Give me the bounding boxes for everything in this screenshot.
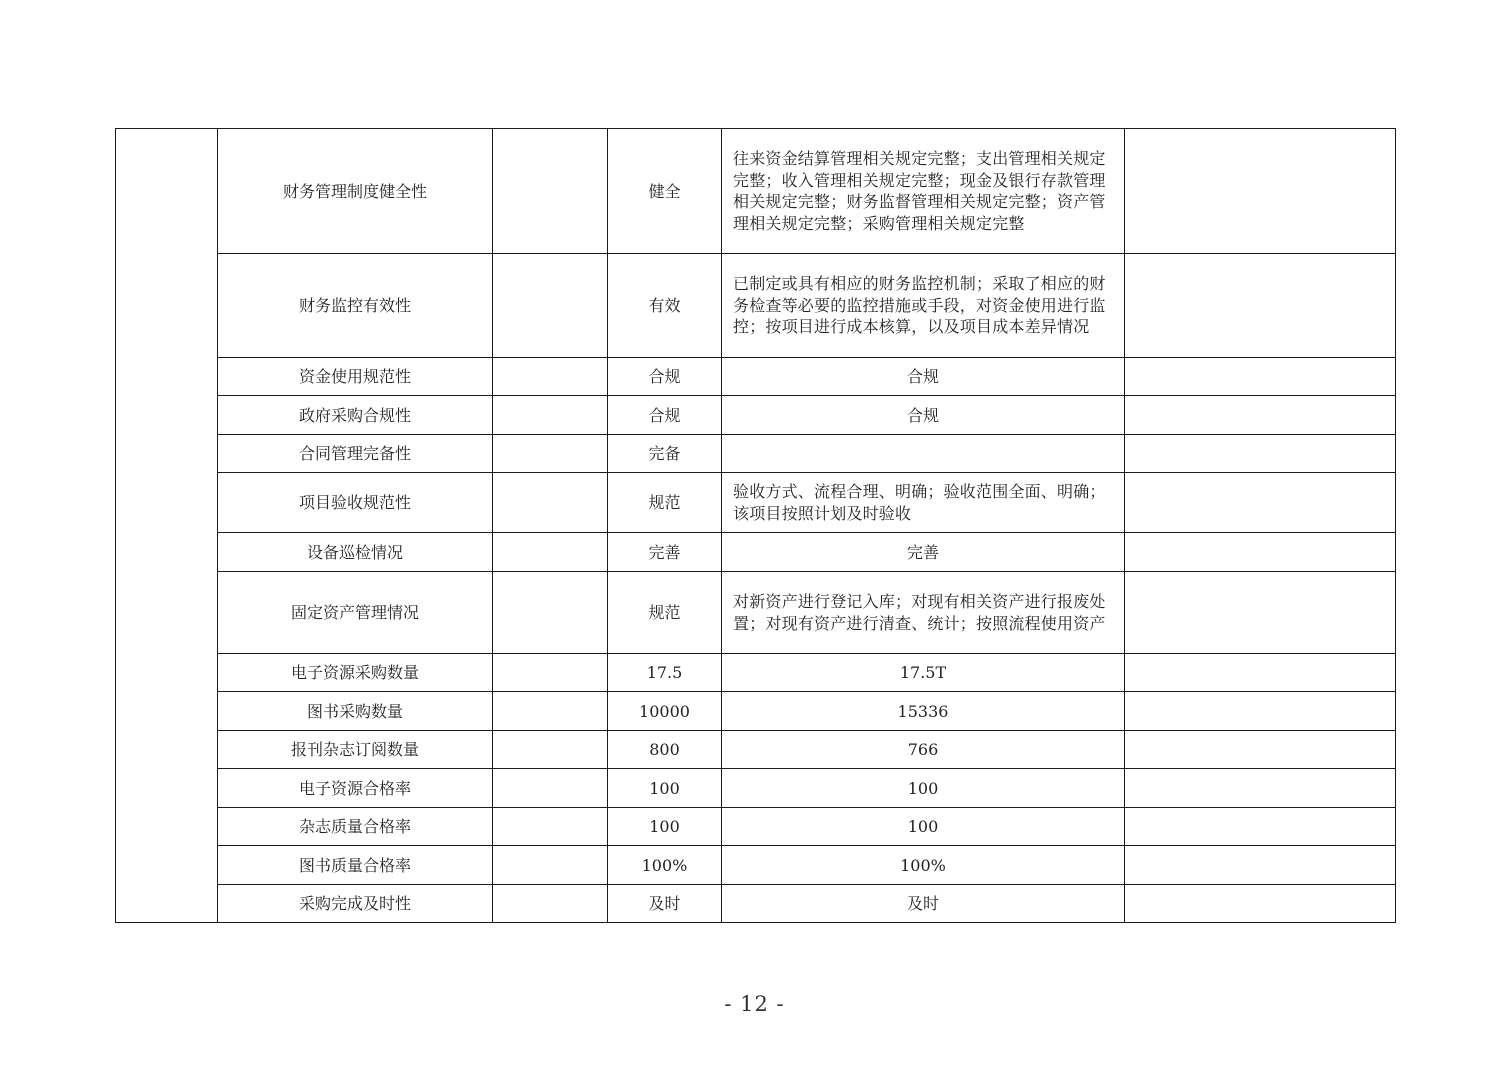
target-cell	[493, 692, 608, 731]
index-value-cell: 100%	[608, 846, 722, 885]
category-cell	[116, 129, 218, 923]
actual-value-cell: 完善	[722, 533, 1125, 572]
table-row	[116, 533, 1396, 572]
target-cell	[493, 533, 608, 572]
index-value-cell: 合规	[608, 358, 722, 396]
target-cell	[493, 396, 608, 435]
indicator-cell: 电子资源合格率	[218, 769, 493, 808]
index-value-cell: 100	[608, 769, 722, 808]
actual-value-cell: 合规	[722, 358, 1125, 396]
index-value-cell: 17.5	[608, 654, 722, 692]
index-value-cell: 10000	[608, 692, 722, 731]
indicator-cell: 项目验收规范性	[218, 473, 493, 533]
indicator-cell: 杂志质量合格率	[218, 808, 493, 846]
note-cell	[1125, 692, 1396, 731]
note-cell	[1125, 533, 1396, 572]
index-value-cell: 合规	[608, 396, 722, 435]
table-row	[116, 808, 1396, 846]
table-row	[116, 358, 1396, 396]
actual-value-cell: 已制定或具有相应的财务监控机制；采取了相应的财务检查等必要的监控措施或手段，对资金使用进行监控；按项目进行成本核算，以及项目成本差异情况	[722, 254, 1125, 358]
table-row	[116, 731, 1396, 769]
indicator-cell: 资金使用规范性	[218, 358, 493, 396]
target-cell	[493, 654, 608, 692]
index-value-cell: 100	[608, 808, 722, 846]
indicator-cell: 采购完成及时性	[218, 885, 493, 923]
index-value-cell: 及时	[608, 885, 722, 923]
indicator-cell: 设备巡检情况	[218, 533, 493, 572]
target-cell	[493, 435, 608, 473]
performance-table	[115, 128, 1396, 923]
actual-value-cell: 17.5T	[722, 654, 1125, 692]
note-cell	[1125, 654, 1396, 692]
indicator-cell: 报刊杂志订阅数量	[218, 731, 493, 769]
indicator-cell: 合同管理完备性	[218, 435, 493, 473]
target-cell	[493, 473, 608, 533]
indicator-cell: 财务监控有效性	[218, 254, 493, 358]
table-row	[116, 846, 1396, 885]
table-row	[116, 254, 1396, 358]
target-cell	[493, 358, 608, 396]
table-row	[116, 473, 1396, 533]
table-row	[116, 129, 1396, 254]
indicator-cell: 电子资源采购数量	[218, 654, 493, 692]
note-cell	[1125, 358, 1396, 396]
actual-value-cell	[722, 435, 1125, 473]
note-cell	[1125, 473, 1396, 533]
note-cell	[1125, 396, 1396, 435]
indicator-cell: 固定资产管理情况	[218, 572, 493, 654]
actual-value-cell: 及时	[722, 885, 1125, 923]
note-cell	[1125, 846, 1396, 885]
indicator-cell: 图书采购数量	[218, 692, 493, 731]
table-row	[116, 435, 1396, 473]
index-value-cell: 健全	[608, 129, 722, 254]
actual-value-cell: 100%	[722, 846, 1125, 885]
note-cell	[1125, 808, 1396, 846]
table-row	[116, 654, 1396, 692]
target-cell	[493, 885, 608, 923]
actual-value-cell: 验收方式、流程合理、明确；验收范围全面、明确；该项目按照计划及时验收	[722, 473, 1125, 533]
actual-value-cell: 往来资金结算管理相关规定完整；支出管理相关规定完整；收入管理相关规定完整；现金及银行存款管理相关规定完整；财务监督管理相关规定完整；资产管理相关规定完整；采购管理相关规定完整	[722, 129, 1125, 254]
actual-value-cell: 100	[722, 769, 1125, 808]
table-row	[116, 692, 1396, 731]
target-cell	[493, 254, 608, 358]
note-cell	[1125, 769, 1396, 808]
table-row	[116, 885, 1396, 923]
index-value-cell: 完善	[608, 533, 722, 572]
target-cell	[493, 129, 608, 254]
index-value-cell: 规范	[608, 473, 722, 533]
target-cell	[493, 572, 608, 654]
actual-value-cell: 766	[722, 731, 1125, 769]
target-cell	[493, 808, 608, 846]
page-number: - 12 -	[724, 992, 785, 1016]
actual-value-cell: 对新资产进行登记入库；对现有相关资产进行报废处置；对现有资产进行清查、统计；按照流程使用资产	[722, 572, 1125, 654]
index-value-cell: 800	[608, 731, 722, 769]
table-row	[116, 396, 1396, 435]
indicator-cell: 财务管理制度健全性	[218, 129, 493, 254]
index-value-cell: 规范	[608, 572, 722, 654]
target-cell	[493, 769, 608, 808]
index-value-cell: 有效	[608, 254, 722, 358]
note-cell	[1125, 254, 1396, 358]
note-cell	[1125, 885, 1396, 923]
note-cell	[1125, 129, 1396, 254]
target-cell	[493, 846, 608, 885]
indicator-cell: 政府采购合规性	[218, 396, 493, 435]
actual-value-cell: 15336	[722, 692, 1125, 731]
table-row	[116, 572, 1396, 654]
actual-value-cell: 100	[722, 808, 1125, 846]
note-cell	[1125, 572, 1396, 654]
target-cell	[493, 731, 608, 769]
note-cell	[1125, 435, 1396, 473]
note-cell	[1125, 731, 1396, 769]
table-row	[116, 769, 1396, 808]
indicator-cell: 图书质量合格率	[218, 846, 493, 885]
index-value-cell: 完备	[608, 435, 722, 473]
actual-value-cell: 合规	[722, 396, 1125, 435]
